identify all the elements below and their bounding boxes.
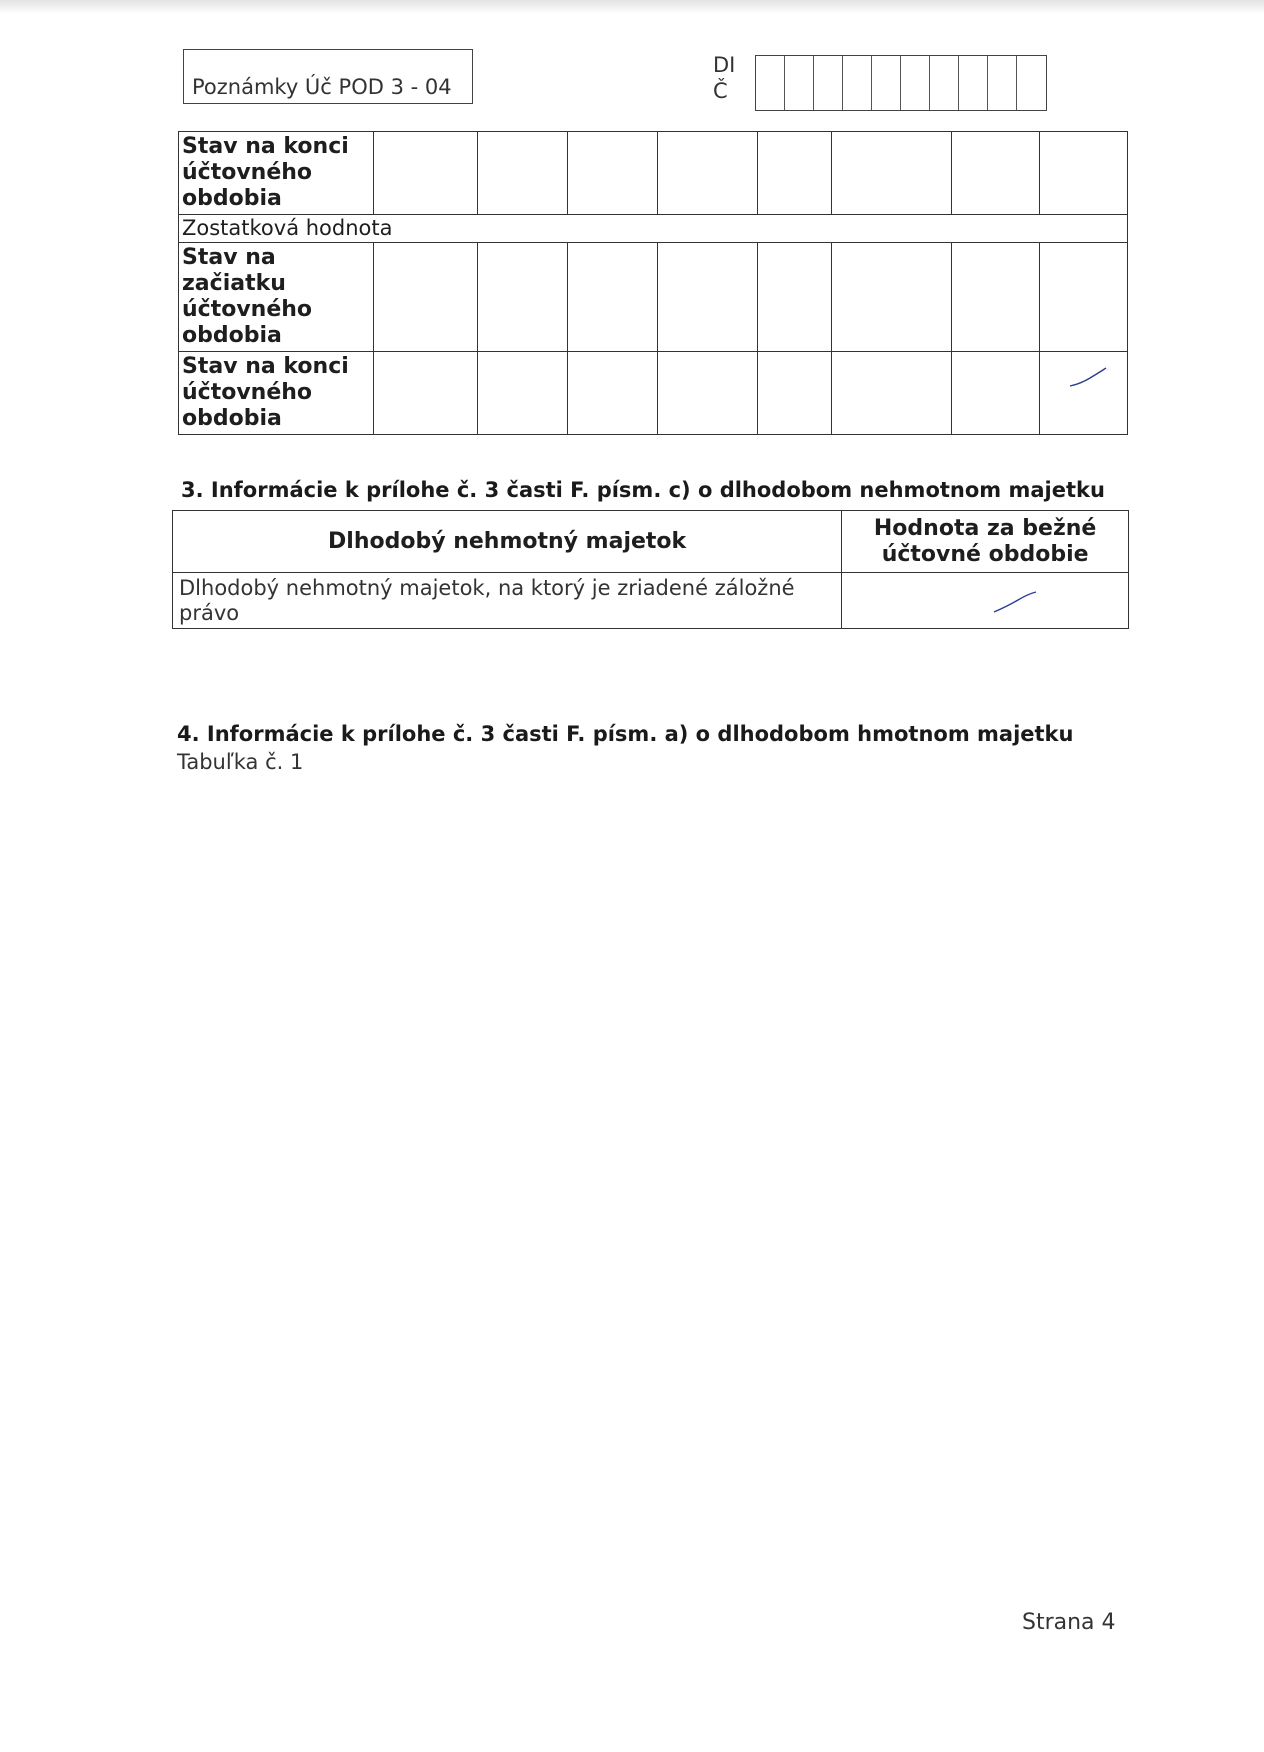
- table-cell[interactable]: [952, 243, 1040, 352]
- table-cell[interactable]: [1040, 352, 1128, 435]
- table-cell[interactable]: [373, 243, 477, 352]
- table-cell[interactable]: [657, 243, 758, 352]
- table-cell[interactable]: [657, 352, 758, 435]
- row-label-end-period: Stav na konci účtovného obdobia: [179, 352, 374, 435]
- form-title-box: [183, 49, 473, 104]
- table-cell[interactable]: [567, 132, 657, 215]
- page-number: Strana 4: [1022, 1610, 1116, 1635]
- dic-digit-box[interactable]: [959, 56, 988, 110]
- table-row: [173, 511, 1129, 573]
- dic-digit-box[interactable]: [988, 56, 1017, 110]
- table-cell[interactable]: [758, 352, 832, 435]
- table-cell[interactable]: [1040, 132, 1128, 215]
- dic-digit-box[interactable]: [756, 56, 785, 110]
- table-cell[interactable]: [567, 352, 657, 435]
- table-cell[interactable]: [952, 352, 1040, 435]
- table-cell[interactable]: [657, 132, 758, 215]
- row-label-start-period: Stav na začiatku účtovného obdobia: [179, 243, 374, 352]
- table-cell[interactable]: [477, 243, 567, 352]
- dic-digit-box[interactable]: [872, 56, 901, 110]
- dic-digit-box[interactable]: [901, 56, 930, 110]
- dic-label: DI Č: [713, 53, 736, 103]
- col-header-current-value: Hodnota za bežné účtovné obdobie: [842, 511, 1129, 573]
- scan-edge-shadow: [0, 0, 1264, 14]
- dic-input-boxes[interactable]: [755, 55, 1047, 111]
- table-cell[interactable]: [1040, 243, 1128, 352]
- section-4-title: 4. Informácie k prílohe č. 3 časti F. písm. a) o dlhodobom hmotnom majetku: [177, 722, 1074, 746]
- table-cell[interactable]: [758, 132, 832, 215]
- table-cell[interactable]: [567, 243, 657, 352]
- table-cell[interactable]: [832, 243, 952, 352]
- table-cell[interactable]: [758, 243, 832, 352]
- value-cell[interactable]: [842, 573, 1129, 629]
- col-header-intangible-asset: Dlhodobý nehmotný majetok: [173, 511, 842, 573]
- table-cell[interactable]: [832, 352, 952, 435]
- pen-check-mark: [1068, 366, 1108, 390]
- table-cell[interactable]: [477, 352, 567, 435]
- pen-check-mark: [992, 590, 1038, 616]
- section-3-title: 3. Informácie k prílohe č. 3 časti F. písm. c) o dlhodobom nehmotnom majetku: [181, 478, 1105, 502]
- row-label-end-period: Stav na konci účtovného obdobia: [179, 132, 374, 215]
- table-cell[interactable]: [952, 132, 1040, 215]
- table-row: [179, 352, 1128, 435]
- dic-digit-box[interactable]: [843, 56, 872, 110]
- table-row: [179, 243, 1128, 352]
- section-3-table: [172, 510, 1129, 629]
- form-title: Poznámky Úč POD 3 - 04: [192, 75, 452, 99]
- table-row: [179, 132, 1128, 215]
- table-caption: Tabuľka č. 1: [177, 750, 304, 774]
- table-row: [173, 573, 1129, 629]
- dic-digit-box[interactable]: [785, 56, 814, 110]
- table-row: [179, 215, 1128, 243]
- dic-digit-box[interactable]: [1017, 56, 1046, 110]
- table-cell[interactable]: [373, 352, 477, 435]
- table-cell[interactable]: [832, 132, 952, 215]
- row-label-pledged-asset: Dlhodobý nehmotný majetok, na ktorý je zriadené záložné právo: [173, 573, 842, 629]
- table-cell[interactable]: [373, 132, 477, 215]
- residual-value-label: Zostatková hodnota: [179, 215, 1128, 243]
- table-cell[interactable]: [477, 132, 567, 215]
- dic-digit-box[interactable]: [814, 56, 843, 110]
- upper-table: [178, 131, 1128, 435]
- dic-digit-box[interactable]: [930, 56, 959, 110]
